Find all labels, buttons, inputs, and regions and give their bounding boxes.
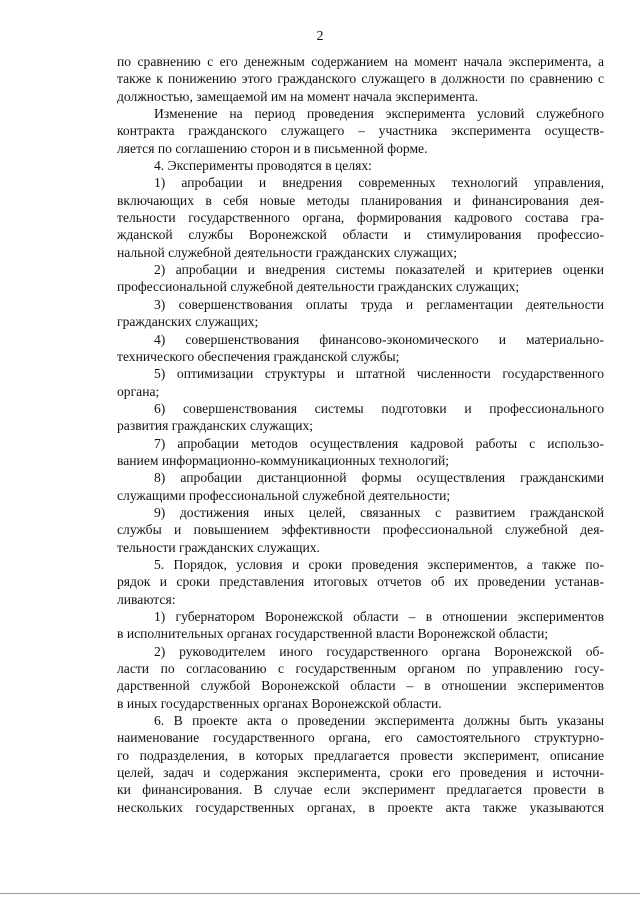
text-line: 1) апробации и внедрения современных технологий управления,	[154, 175, 604, 191]
text-line: технического обеспечения гражданской службы;	[117, 348, 400, 364]
text-line: 2) руководителем иного государственного органа Воронежской об-	[154, 643, 604, 659]
text-line: го подразделения, в которых предлагается провести эксперимент, описание	[117, 747, 604, 763]
text-line: службы и повышением эффективности профессиональной служебной дея-	[117, 522, 604, 538]
page-number: 2	[316, 29, 324, 44]
text-line: рядок и сроки представления итоговых отчетов об их проведении устанав-	[117, 574, 604, 590]
text-line: профессиональной служебной деятельности гражданских служащих;	[117, 279, 520, 295]
text-line: наименование государственного органа, его самостоятельного структурно-	[117, 730, 604, 746]
text-line: дарственной службой Воронежской области – в отношении экспериментов	[117, 678, 604, 694]
text-line: 1) губернатором Воронежской области – в отношении экспериментов	[154, 609, 604, 624]
text-line: нескольких государственных органах, в проекте акта также указываются	[117, 799, 604, 815]
text-line: 5. Порядок, условия и сроки проведения экспериментов, а также по-	[154, 556, 604, 572]
text-line: в исполнительных органах государственной власти Воронежской области;	[117, 626, 549, 642]
document-body	[117, 53, 604, 816]
text-line: ливаются:	[117, 591, 176, 607]
text-line: ванием информационно-коммуникационных технологий;	[117, 452, 449, 468]
text-line: 9) достижения иных целей, связанных с развитием гражданской	[154, 504, 604, 520]
text-line: 3) совершенствования оплаты труда и регламентации деятельности	[154, 296, 604, 312]
text-line: тельности государственного органа, формирования кадрового состава гра-	[117, 210, 604, 226]
page-bottom-rule	[0, 893, 640, 894]
text-line: 4. Эксперименты проводятся в целях:	[154, 158, 372, 174]
text-line: ляется по соглашению сторон и в письменной форме.	[117, 140, 428, 156]
text-line: 2) апробации и внедрения системы показателей и критериев оценки	[154, 262, 604, 278]
text-line: 8) апробации дистанционной формы осуществления гражданскими	[154, 470, 604, 486]
text-line: нальной служебной деятельности гражданских служащих;	[117, 244, 458, 260]
text-line: 7) апробации методов осуществления кадровой работы с использо-	[154, 435, 604, 451]
text-line: 6) совершенствования системы подготовки и профессионального	[154, 400, 604, 416]
text-line: Изменение на период проведения эксперимента условий служебного	[154, 106, 604, 122]
text-line: в иных государственных органах Воронежской области.	[117, 695, 442, 711]
text-line: развития гражданских служащих;	[117, 418, 314, 434]
text-line: ки финансирования. В случае если эксперимент предлагается провести в	[117, 782, 604, 798]
text-line: контракта гражданского служащего – участника эксперимента осуществ-	[117, 123, 604, 139]
text-line: включающих в себя новые методы планирования и финансирования дея-	[117, 192, 604, 208]
text-line: жданской службы Воронежской области и стимулирования профессио-	[117, 227, 604, 243]
text-line: служащими профессиональной служебной деятельности;	[117, 487, 451, 503]
text-line: целей, задач и содержания эксперимента, сроки его проведения и источни-	[117, 765, 604, 781]
text-line: 4) совершенствования финансово-экономического и материально-	[154, 331, 604, 347]
text-line: 5) оптимизации структуры и штатной численности государственного	[154, 366, 604, 382]
text-line: тельности гражданских служащих.	[117, 539, 320, 555]
text-line: ласти по согласованию с государственным органом по управлению госу-	[117, 661, 604, 677]
text-line: гражданских служащих;	[117, 314, 259, 330]
text-line: органа;	[117, 383, 160, 399]
text-line: 6. В проекте акта о проведении эксперимента должны быть указаны	[154, 713, 604, 729]
paragraph-continuation: по сравнению с его денежным содержанием на момент начала эксперимента, а также к понижению этого гражданского служащего в должности по сравнению с должностью, замещаемой им на момент начала эксперимента.	[117, 54, 604, 104]
